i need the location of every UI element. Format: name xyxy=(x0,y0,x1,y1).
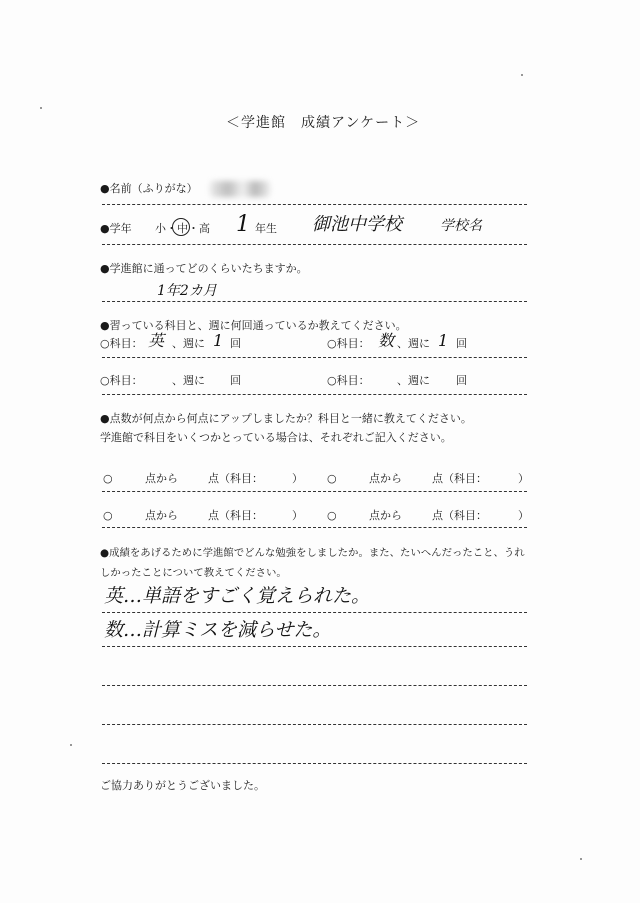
subject-row-4-marker: ○科目： xyxy=(327,374,370,387)
study-line-3 xyxy=(102,685,527,686)
score-row-1-left-to: 点（科目： xyxy=(208,472,263,485)
grade-year-handwritten: 1 xyxy=(236,212,250,237)
page-title: ＜学進館 成績アンケート＞ xyxy=(226,115,421,131)
study-question-line-1: ●成績をあげるために学進館でどんな勉強をしましたか。また、たいへんだったこと、うれ xyxy=(100,547,525,559)
middle-school-circle-mark xyxy=(172,218,190,236)
study-line-1 xyxy=(102,612,527,613)
score-row-1-left-from: 点から xyxy=(145,472,178,485)
study-line-5 xyxy=(102,763,527,764)
score-row-1-right-marker: ○ xyxy=(327,472,337,485)
score-question-line-2: 学進館で科目をいくつかとっている場合は、それぞれご記入ください。 xyxy=(100,431,452,444)
score-row-1-left-close: ） xyxy=(292,472,303,485)
score-row-2-right-to: 点（科目： xyxy=(432,509,487,522)
subject-row-1-marker: ○科目： xyxy=(100,337,143,350)
subject-row-2-times-suffix: 回 xyxy=(456,337,467,350)
subject-row-1-times-suffix: 回 xyxy=(230,337,241,350)
score-row-1-right-close: ） xyxy=(518,472,529,485)
subject-row-2-subject: 数 xyxy=(378,331,395,350)
school-suffix-handwritten: 学校名 xyxy=(440,218,482,234)
subjects-question: ●習っている科目と、週に何回通っているか教えてください。 xyxy=(100,319,407,332)
duration-answer-line xyxy=(102,301,527,302)
study-question-line-2: しかったことについて教えてください。 xyxy=(100,567,287,579)
duration-question: ●学進館に通ってどのくらいたちますか。 xyxy=(100,262,308,275)
grade-answer-line xyxy=(102,244,527,245)
score-row-2-right-from: 点から xyxy=(369,509,402,522)
score-row-1-right-from: 点から xyxy=(369,472,402,485)
subject-row-2-per-week: 、週に xyxy=(397,337,430,350)
study-answer-line-2-handwritten: 数…計算ミスを減らせた。 xyxy=(104,619,332,641)
study-line-2 xyxy=(102,646,527,647)
scan-speck xyxy=(70,744,72,746)
score-row-2-right-marker: ○ xyxy=(327,509,337,522)
name-answer-line xyxy=(102,204,527,205)
grade-year-suffix: 年生 xyxy=(255,222,277,235)
duration-answer-handwritten: 1年2カ月 xyxy=(157,283,217,299)
subject-row-2-marker: ○科目： xyxy=(327,337,370,350)
name-label: ●名前（ふりがな） xyxy=(100,182,198,195)
subject-row-3-marker: ○科目： xyxy=(100,374,143,387)
score-row-2-left-marker: ○ xyxy=(103,509,113,522)
subject-row-1-per-week: 、週に xyxy=(172,337,205,350)
score-row-2-left-close: ） xyxy=(292,509,303,522)
score-row-2-left-from: 点から xyxy=(145,509,178,522)
subject-row-4-times-suffix: 回 xyxy=(456,374,467,387)
thanks-message: ご協力ありがとうございました。 xyxy=(100,779,265,792)
subject-row-1-subject: 英 xyxy=(148,331,165,350)
score-row-2-right-close: ） xyxy=(518,509,529,522)
subject-row-3-times-suffix: 回 xyxy=(230,374,241,387)
score-row-1-right-to: 点（科目： xyxy=(432,472,487,485)
score-question-line-1: ●点数が何点から何点にアップしましたか？科目と一緒に教えてください。 xyxy=(100,412,472,425)
study-answer-line-1-handwritten: 英…単語をすごく覚えられた。 xyxy=(104,585,371,607)
scan-speck xyxy=(521,74,523,76)
scan-speck xyxy=(40,107,42,109)
scan-speck xyxy=(580,858,582,860)
subject-row-2-times: 1 xyxy=(438,331,449,350)
score-row-1-left-marker: ○ xyxy=(103,472,113,485)
grade-label: ●学年 xyxy=(100,222,132,235)
subject-row-3-per-week: 、週に xyxy=(172,374,205,387)
school-name-handwritten: 御池中学校 xyxy=(312,214,402,235)
score-line-1 xyxy=(102,491,527,492)
school-level-options: 小・中・高 xyxy=(155,222,210,235)
score-line-2 xyxy=(102,527,527,528)
redacted-name-blur xyxy=(210,181,270,197)
score-row-2-left-to: 点（科目： xyxy=(208,509,263,522)
subjects-line-1 xyxy=(102,357,527,358)
subject-row-1-times: 1 xyxy=(213,331,224,350)
subject-row-4-per-week: 、週に xyxy=(397,374,430,387)
subjects-line-2 xyxy=(102,394,527,395)
study-line-4 xyxy=(102,724,527,725)
